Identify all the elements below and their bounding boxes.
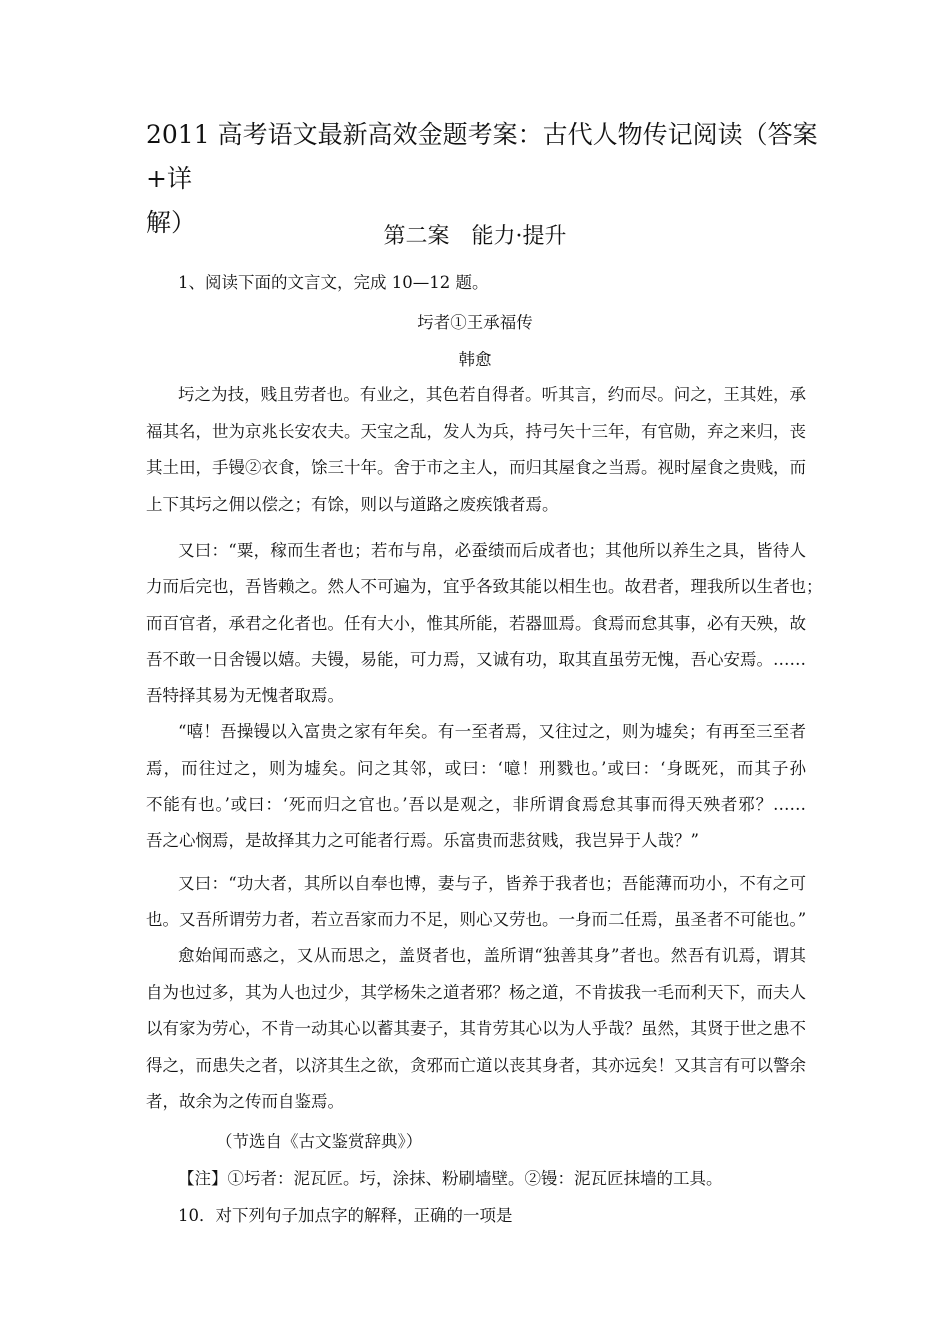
passage-author: 韩愈 xyxy=(458,350,492,369)
document-title-line-1: 2011 高考语文最新高效金题考案：古代人物传记阅读（答案+详 xyxy=(146,120,818,193)
paragraph-3-line-1: “嘻！吾操镘以入富贵之家有年矣。有一至者焉，又往过之，则为墟矣；有再至三至者 xyxy=(178,722,806,741)
paragraph-3-line-2: 焉，而往过之，则为墟矣。问之其邻，或曰：‘噫！刑戮也。’或曰：‘身既死，而其子孙 xyxy=(146,759,806,778)
paragraph-1-line-4: 上下其圬之佣以偿之；有馀，则以与道路之废疾饿者焉。 xyxy=(146,495,559,514)
paragraph-5-line-1: 愈始闻而惑之，又从而思之，盖贤者也，盖所谓“独善其身”者也。然吾有讥焉，谓其 xyxy=(178,946,806,965)
paragraph-2-line-4: 吾不敢一日舍镘以嬉。夫镘，易能，可力焉，又诚有功，取其直虽劳无愧，吾心安焉。…… xyxy=(146,650,806,669)
paragraph-5-line-4: 得之，而患失之者，以济其生之欲，贪邪而亡道以丧其身者，其亦远矣！又其言有可以警余 xyxy=(146,1056,806,1075)
paragraph-4-line-2: 也。又吾所谓劳力者，若立吾家而力不足，则心又劳也。一身而二任焉，虽圣者不可能也。” xyxy=(146,910,807,929)
passage-title: 圬者①王承福传 xyxy=(417,313,533,332)
paragraph-2-line-5: 吾特择其易为无愧者取焉。 xyxy=(146,686,344,705)
paragraph-5-line-5: 者，故余为之传而自鉴焉。 xyxy=(146,1092,344,1111)
paragraph-3-line-4: 吾之心悯焉，是故择其力之可能者行焉。乐富贵而悲贫贱，我岂异于人哉？” xyxy=(146,831,699,850)
paragraph-3-line-3: 不能有也。’或曰：‘死而归之官也。’吾以是观之，非所谓食焉怠其事而得天殃者邪？…… xyxy=(146,795,806,814)
section-heading: 第二案 能力·提升 xyxy=(383,224,567,249)
paragraph-2-line-1: 又曰：“粟，稼而生者也；若布与帛，必蚕绩而后成者也；其他所以养生之具，皆待人 xyxy=(178,541,806,560)
paragraph-1-line-2: 福其名，世为京兆长安农夫。天宝之乱，发人为兵，持弓矢十三年，有官勋，弃之来归，丧 xyxy=(146,422,806,441)
paragraph-1-line-3: 其土田，手镘②衣食，馀三十年。舍于市之主人，而归其屋食之当焉。视时屋食之贵贱，而 xyxy=(146,458,806,477)
footnote: 【注】①圬者：泥瓦匠。圬，涂抹、粉刷墙壁。②镘：泥瓦匠抹墙的工具。 xyxy=(178,1169,723,1188)
paragraph-5-line-3: 以有家为劳心，不肯一动其心以蓄其妻子，其肯劳其心以为人乎哉？虽然，其贤于世之患不 xyxy=(146,1019,806,1038)
paragraph-5-line-2: 自为也过多，其为人也过少，其学杨朱之道者邪？杨之道，不肯拔我一毛而利天下，而夫人 xyxy=(146,983,806,1002)
paragraph-2-line-3: 而百官者，承君之化者也。任有大小，惟其所能，若器皿焉。食焉而怠其事，必有天殃，故 xyxy=(146,614,806,633)
question-10: 10．对下列句子加点字的解释，正确的一项是 xyxy=(178,1206,513,1225)
question-intro: 1、阅读下面的文言文，完成 10—12 题。 xyxy=(178,273,489,292)
source-citation: （节选自《古文鉴赏辞典》） xyxy=(216,1132,423,1151)
paragraph-2-line-2: 力而后完也，吾皆赖之。然人不可遍为，宜乎各致其能以相生也。故君者，理我所以生者也； xyxy=(146,577,823,596)
paragraph-4-line-1: 又曰：“功大者，其所以自奉也博，妻与子，皆养于我者也；吾能薄而功小，不有之可 xyxy=(178,874,806,893)
paragraph-1-line-1: 圬之为技，贱且劳者也。有业之，其色若自得者。听其言，约而尽。问之，王其姓，承 xyxy=(178,385,806,404)
document-title-line-2: 解） xyxy=(146,208,197,237)
